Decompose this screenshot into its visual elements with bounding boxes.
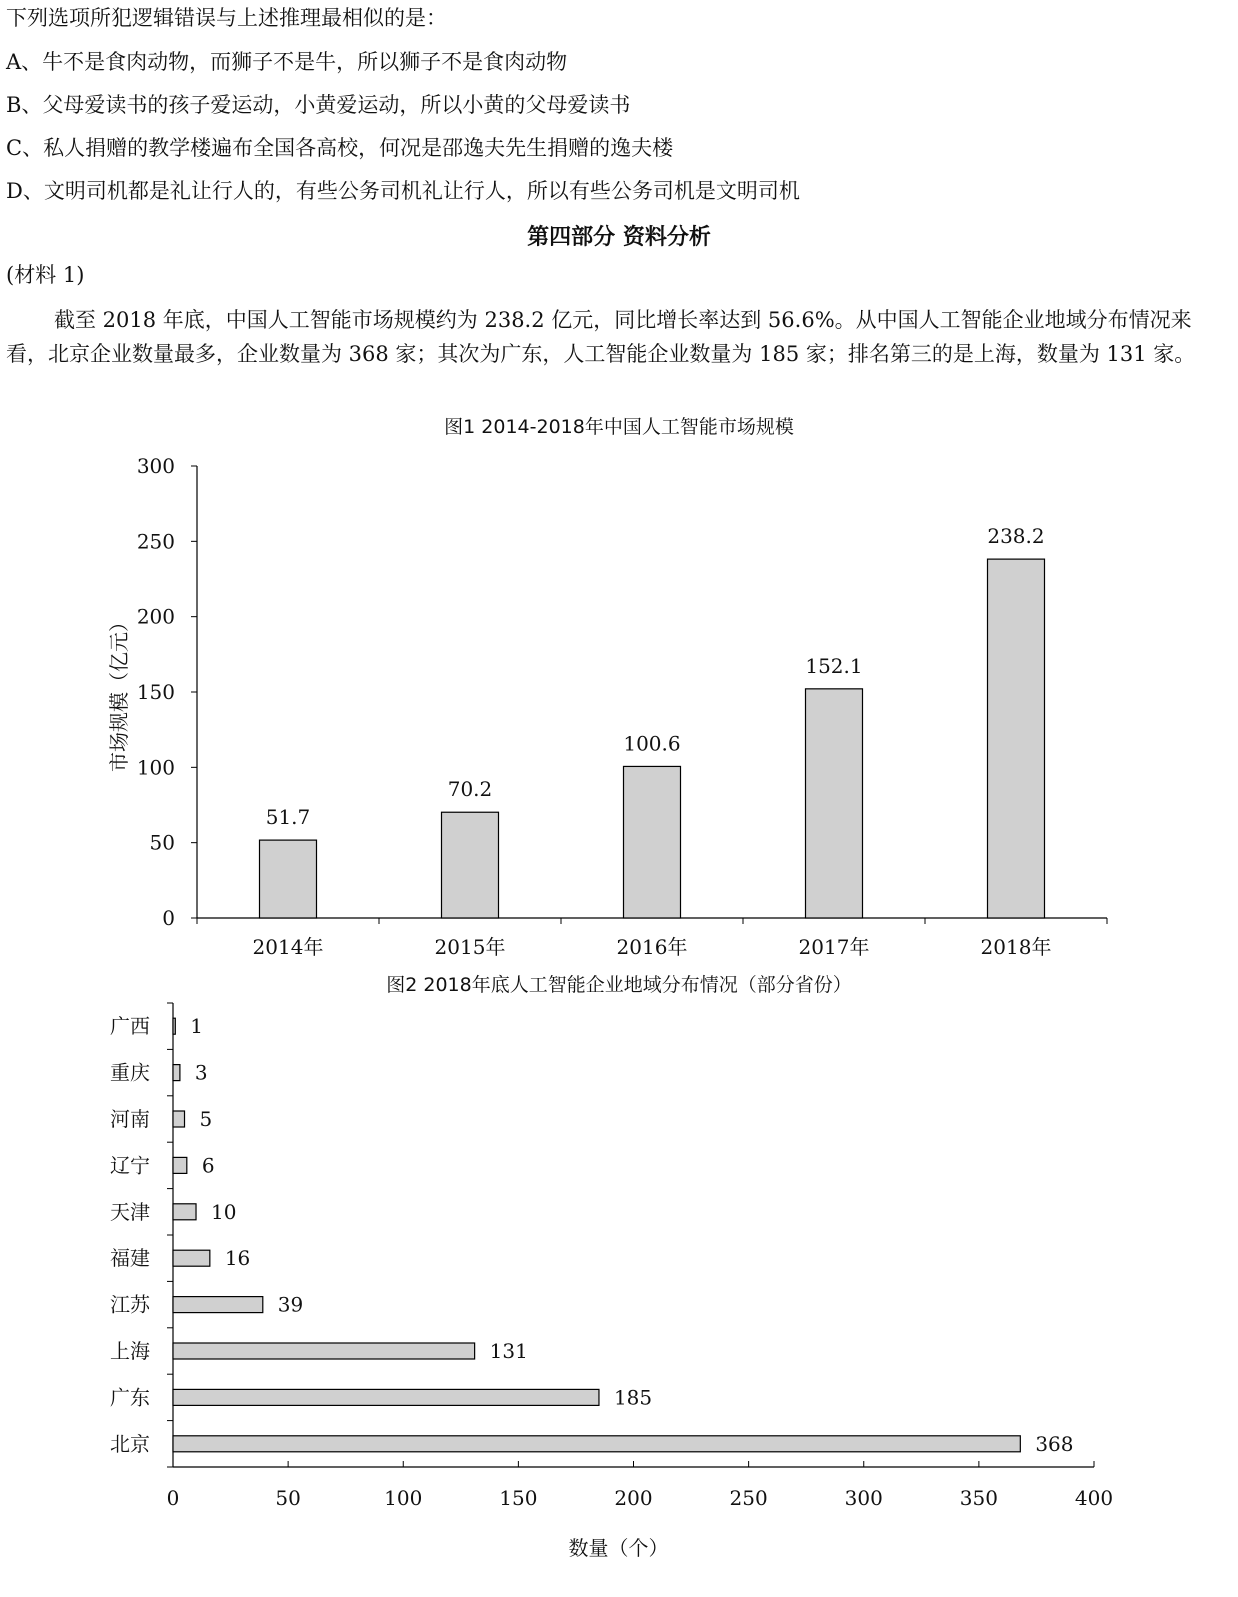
option-c: C、私人捐赠的教学楼遍布全国各高校，何况是邵逸夫先生捐赠的逸夫楼: [6, 136, 674, 160]
chart1-data-label: 51.7: [265, 805, 311, 830]
chart2-data-label: 39: [277, 1292, 304, 1317]
chart2-y-tick-label: 福建: [110, 1246, 150, 1271]
chart2-bar: [173, 1389, 599, 1405]
chart2-x-tick-label: 200: [614, 1486, 653, 1510]
question-stem: 下列选项所犯逻辑错误与上述推理最相似的是：: [6, 6, 447, 30]
chart1-data-label: 70.2: [447, 777, 493, 802]
chart1-y-tick-label: 250: [136, 529, 175, 554]
material-label: (材料 1): [6, 263, 85, 287]
chart2-y-tick-label: 河南: [110, 1107, 150, 1131]
chart2-x-axis-label: 数量（个）: [568, 1536, 669, 1560]
chart2-data-label: 5: [199, 1107, 213, 1131]
chart1-bar: [260, 840, 317, 918]
chart1-y-axis-label: 市场规模（亿元）: [107, 612, 131, 772]
chart2-bar: [173, 1343, 475, 1359]
chart2-bar: [173, 1065, 180, 1081]
chart2-y-tick-label: 重庆: [110, 1060, 150, 1085]
chart2-data-label: 131: [489, 1339, 528, 1363]
chart2-y-tick-label: 北京: [110, 1431, 150, 1456]
chart1-y-tick-label: 100: [136, 755, 175, 780]
chart1-y-tick-label: 200: [136, 604, 175, 629]
chart1-title: 图1 2014-2018年中国人工智能市场规模: [444, 416, 794, 438]
chart1-market-size: [0, 440, 1238, 980]
chart2-y-tick-label: 广西: [110, 1014, 150, 1039]
chart1-bar: [806, 689, 863, 918]
chart2-x-tick-label: 400: [1074, 1486, 1114, 1510]
chart2-data-label: 6: [201, 1153, 215, 1178]
chart2-y-tick-label: 江苏: [110, 1292, 150, 1317]
chart1-data-label: 100.6: [623, 731, 681, 756]
chart2-data-label: 3: [194, 1060, 208, 1085]
chart2-bar: [173, 1297, 263, 1313]
chart1-y-tick-label: 0: [162, 906, 175, 930]
chart1-x-tick-label: 2015年: [434, 935, 506, 959]
chart2-y-tick-label: 天津: [110, 1199, 150, 1224]
chart2-x-tick-label: 0: [166, 1486, 180, 1510]
chart2-data-label: 185: [613, 1385, 653, 1410]
chart2-x-tick-label: 350: [959, 1486, 998, 1510]
chart2-data-label: 10: [211, 1199, 237, 1224]
option-a: A、牛不是食肉动物，而狮子不是牛，所以狮子不是食肉动物: [6, 50, 568, 74]
chart2-title: 图2 2018年底人工智能企业地域分布情况（部分省份）: [386, 974, 852, 996]
chart1-data-label: 152.1: [805, 653, 863, 678]
chart1-y-tick-label: 50: [149, 830, 175, 855]
chart1-x-tick-label: 2017年: [798, 935, 870, 959]
chart2-y-tick-label: 上海: [110, 1339, 150, 1363]
chart2-y-tick-label: 广东: [110, 1385, 150, 1410]
section-heading: 第四部分 资料分析: [527, 225, 711, 250]
material-paragraph-text: 截至 2018 年底，中国人工智能市场规模约为 238.2 亿元，同比增长率达到 56.6%。从中国人工智能企业地域分布情况来看，北京企业数量最多，企业数量为 368 家；其次为广东，人工智能企业数量为 185 家；排名第三的是上海，数量为 131 家。: [6, 308, 1196, 366]
chart2-bar: [173, 1111, 185, 1127]
chart2-bar: [173, 1204, 196, 1220]
chart2-bar: [173, 1436, 1020, 1452]
material-paragraph: [6, 303, 1224, 371]
chart1-y-tick-label: 150: [136, 680, 175, 704]
chart1-bar: [988, 559, 1045, 918]
option-d: D、文明司机都是礼让行人的，有些公务司机礼让行人，所以有些公务司机是文明司机: [6, 179, 800, 203]
chart2-data-label: 1: [190, 1014, 204, 1039]
chart2-bar: [173, 1250, 210, 1266]
chart2-x-tick-label: 50: [275, 1486, 301, 1510]
chart2-regional-distribution: [0, 1000, 1238, 1597]
chart1-data-label: 238.2: [987, 524, 1045, 549]
chart1-x-tick-label: 2014年: [252, 935, 324, 959]
chart2-x-tick-label: 100: [384, 1486, 423, 1510]
chart2-x-tick-label: 250: [729, 1486, 768, 1510]
chart1-x-tick-label: 2016年: [616, 935, 688, 959]
chart1-y-tick-label: 300: [136, 454, 175, 478]
chart2-x-tick-label: 150: [499, 1486, 538, 1510]
chart2-bar: [173, 1157, 187, 1173]
chart2-x-tick-label: 300: [844, 1486, 883, 1510]
chart2-y-tick-label: 辽宁: [110, 1153, 150, 1178]
chart2-data-label: 16: [224, 1246, 251, 1271]
chart1-x-tick-label: 2018年: [980, 935, 1052, 959]
chart2-data-label: 368: [1035, 1431, 1074, 1456]
chart1-bar: [624, 766, 681, 918]
option-b: B、父母爱读书的孩子爱运动，小黄爱运动，所以小黄的父母爱读书: [6, 93, 631, 117]
chart2-bar: [173, 1018, 175, 1034]
chart1-bar: [442, 812, 499, 918]
